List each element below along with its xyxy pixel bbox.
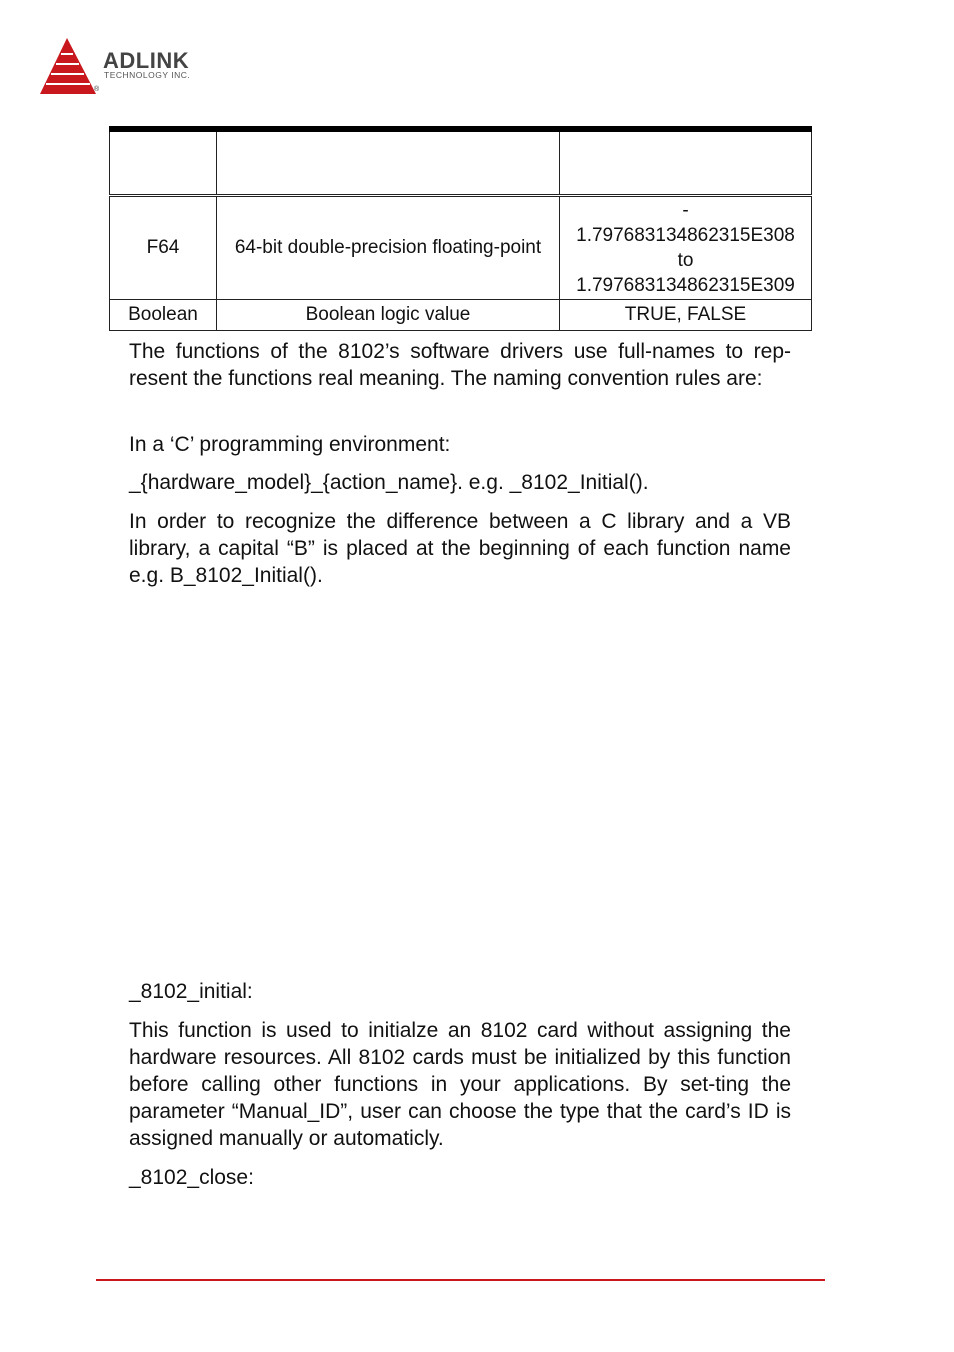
table-row — [110, 300, 812, 331]
adlink-triangle-icon — [38, 36, 100, 98]
logo-wordmark: ADLINK — [103, 48, 190, 73]
footer-rule — [96, 1279, 825, 1281]
cell-type: Boolean — [110, 300, 217, 331]
registered-mark: ® — [94, 86, 100, 93]
c-environment-paragraph — [129, 431, 791, 458]
paragraph-text: _8102_initial: — [129, 980, 253, 1003]
cell-type: F64 — [110, 196, 217, 300]
range-line: to — [677, 250, 694, 271]
data-type-table — [109, 126, 812, 331]
range-line: - — [682, 200, 689, 221]
header-type — [110, 129, 217, 196]
function-name-initial — [129, 978, 791, 1005]
paragraph-text: In order to recognize the difference between a C library and a VB library, a capital “B” is placed at the beginning of each function name e.g. B_8102_Initial(). — [129, 510, 791, 587]
paragraph-text: _8102_close: — [129, 1166, 254, 1189]
paragraph-text: The functions of the 8102’s software drivers use full-names to rep-resent the functions real meaning. The naming convention rules are: — [129, 340, 791, 390]
logo-subtitle: TECHNOLOGY INC. — [104, 70, 191, 80]
cell-range — [560, 196, 812, 300]
initial-description — [129, 1017, 791, 1152]
header-range — [560, 129, 812, 196]
cell-description: 64-bit double-precision floating-point — [217, 196, 560, 300]
paragraph-text: This function is used to initialze an 8102 card without assigning the hardware resources. All 8102 cards must be initialized by this function before calling other functions in your applications. By set-ting the parameter “Manual_ID”, user can choose the type that the card’s ID is assigned manually or automaticly. — [129, 1019, 791, 1150]
header-description — [217, 129, 560, 196]
naming-example — [129, 469, 791, 496]
naming-convention-paragraph — [129, 338, 791, 392]
cell-description: Boolean logic value — [217, 300, 560, 331]
cell-range: TRUE, FALSE — [560, 300, 812, 331]
range-line: 1.797683134862315E308 — [576, 225, 795, 246]
paragraph-text: In a ‘C’ programming environment: — [129, 433, 451, 456]
range-line: 1.797683134862315E309 — [576, 275, 795, 296]
function-name-close — [129, 1164, 791, 1191]
vb-library-paragraph — [129, 508, 791, 589]
paragraph-text: _{hardware_model}_{action_name}. e.g. _8102_Initial(). — [129, 471, 649, 494]
table-header-row — [110, 129, 812, 196]
table-row — [110, 196, 812, 300]
